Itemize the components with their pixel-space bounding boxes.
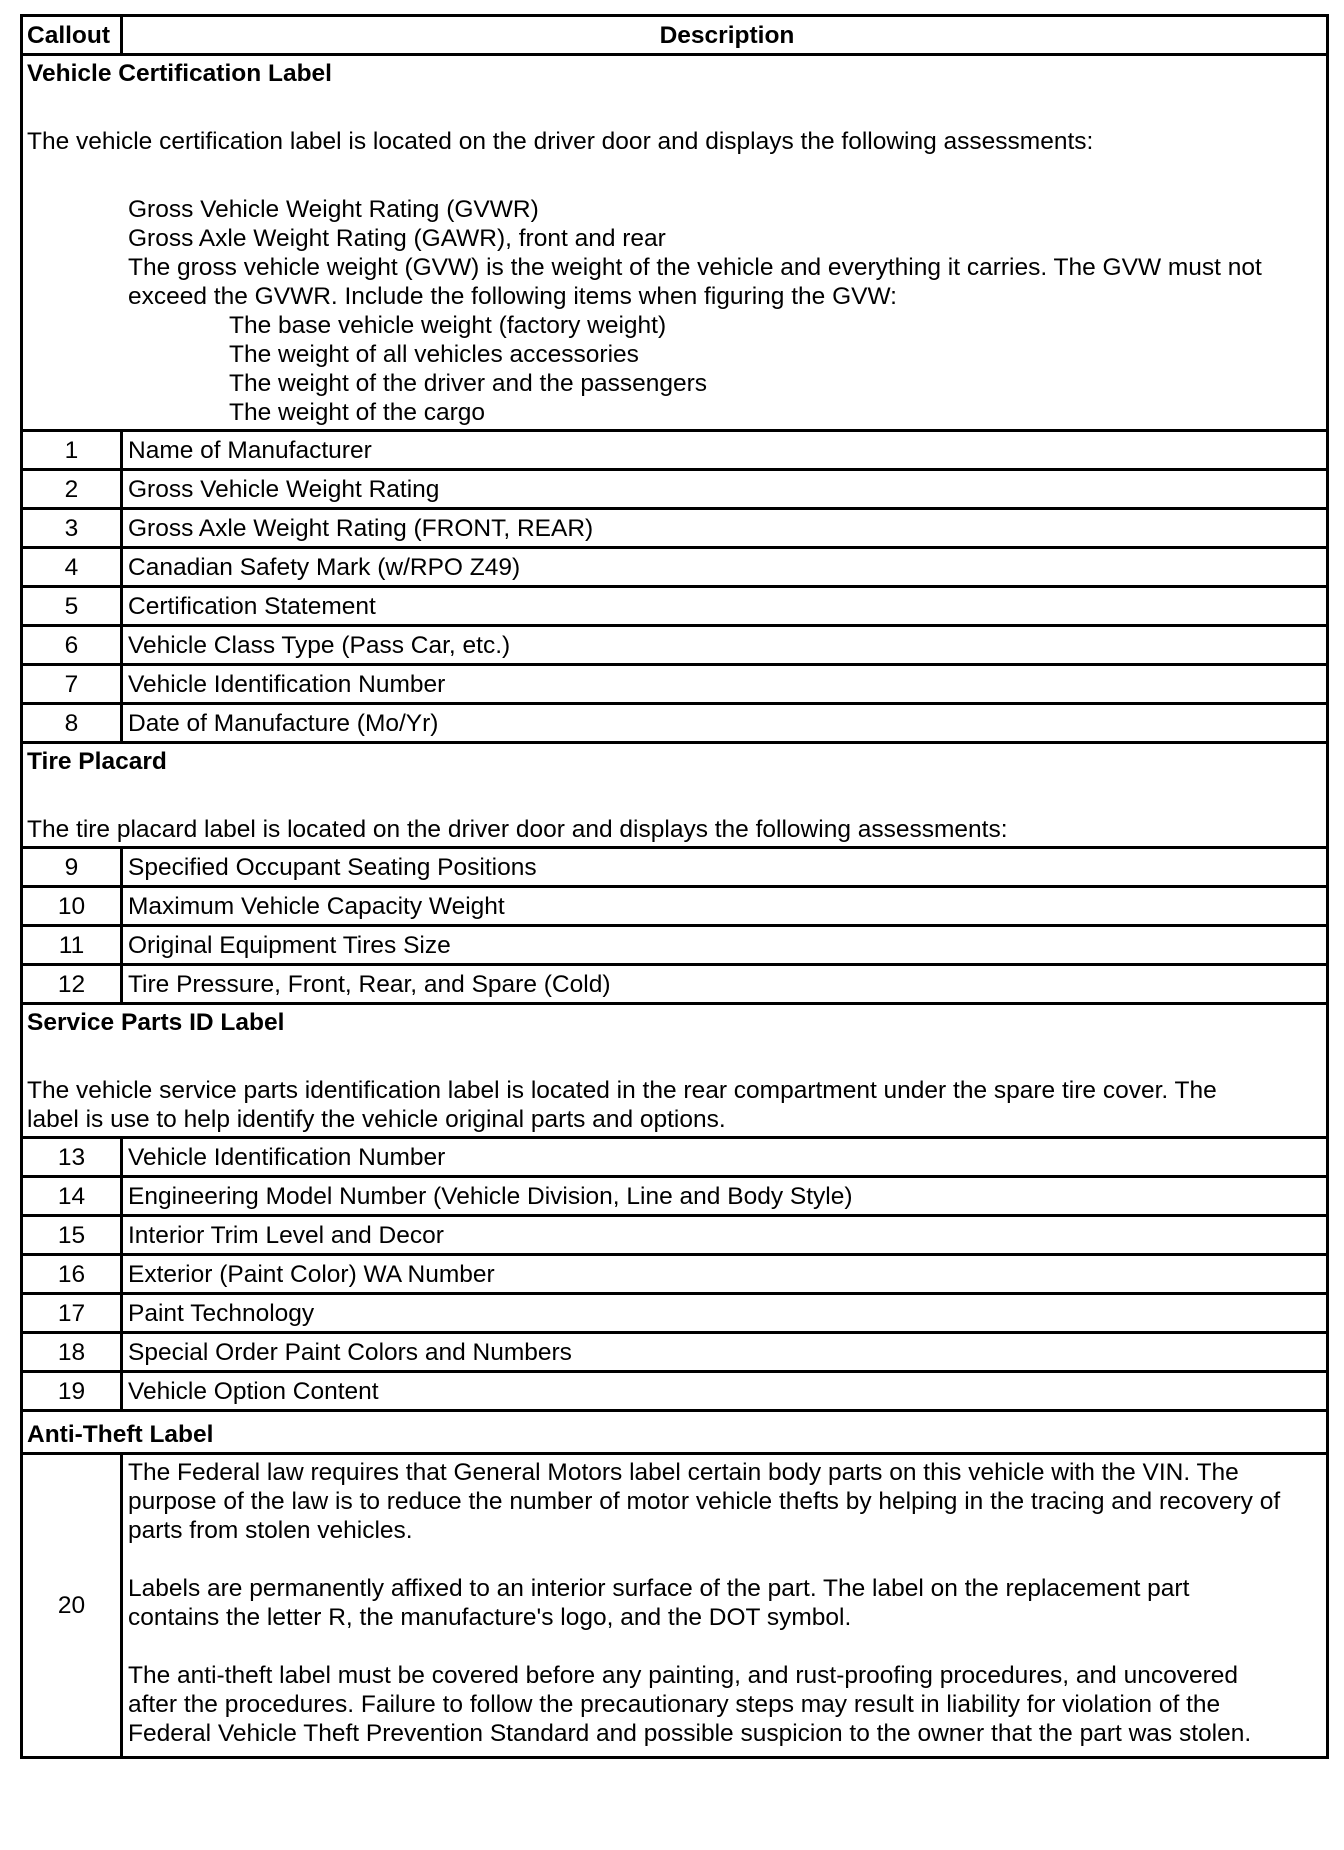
tire-placard-cell [22,743,1328,848]
callout-description: Canadian Safety Mark (w/RPO Z49) [122,548,1328,587]
anti-theft-line: contains the letter R, the manufacture's logo, and the DOT symbol. [128,1604,852,1631]
vehicle-cert-item: The gross vehicle weight (GVW) is the weight of the vehicle and everything it carries. The GVW must not [128,254,1262,281]
tire-placard-section [22,743,1328,848]
table-row [22,704,1328,743]
anti-theft-line: after the procedures. Failure to follow the precautionary steps may result in liability for violation of the [128,1691,1221,1718]
callout-description: Vehicle Identification Number [122,665,1328,704]
service-parts-section [22,1004,1328,1138]
callout-description: Special Order Paint Colors and Numbers [122,1333,1328,1372]
callout-number: 16 [22,1255,122,1294]
table-row [22,965,1328,1004]
table-row [22,665,1328,704]
anti-theft-title: Anti-Theft Label [27,1420,214,1448]
table-row [22,1372,1328,1411]
vehicle-cert-intro: The vehicle certification label is located on the driver door and displays the following assessments: [27,128,1094,155]
callout-number: 8 [22,704,122,743]
vehicle-cert-subitem: The weight of the cargo [229,399,486,426]
callout-number: 15 [22,1216,122,1255]
anti-theft-description [122,1454,1328,1758]
callout-description: Maximum Vehicle Capacity Weight [122,887,1328,926]
callout-description: Tire Pressure, Front, Rear, and Spare (Cold) [122,965,1328,1004]
vehicle-cert-item: exceed the GVWR. Include the following items when figuring the GVW: [128,283,897,310]
table-row [22,548,1328,587]
table-row [22,431,1328,470]
callout-description: Vehicle Identification Number [122,1138,1328,1177]
callout-number: 13 [22,1138,122,1177]
vehicle-cert-subitem: The weight of the driver and the passengers [229,370,708,397]
callout-description: Name of Manufacturer [122,431,1328,470]
vehicle-cert-cell [22,55,1328,431]
callout-column-header: Callout [22,16,122,55]
callout-table [20,14,1329,1759]
vehicle-cert-item: Gross Axle Weight Rating (GAWR), front and rear [128,225,666,252]
callout-description: Interior Trim Level and Decor [122,1216,1328,1255]
callout-description: Exterior (Paint Color) WA Number [122,1255,1328,1294]
document-page [20,14,1326,1759]
table-row [22,470,1328,509]
section-title-anti-theft [22,1411,1328,1454]
table-row [22,1216,1328,1255]
callout-number: 14 [22,1177,122,1216]
description-column-header: Description [122,16,1328,55]
table-row [22,1177,1328,1216]
anti-theft-line: The anti-theft label must be covered before any painting, and rust-proofing procedures, and uncovered [128,1662,1238,1689]
service-parts-cell [22,1004,1328,1138]
tire-placard-intro: The tire placard label is located on the driver door and displays the following assessments: [27,816,1008,843]
service-parts-intro: The vehicle service parts identification label is located in the rear compartment under the spare tire cover. The [27,1077,1217,1104]
table-row [22,1333,1328,1372]
callout-number: 20 [22,1454,122,1758]
callout-number: 7 [22,665,122,704]
vehicle-cert-item: Gross Vehicle Weight Rating (GVWR) [128,196,539,223]
anti-theft-line: Labels are permanently affixed to an interior surface of the part. The label on the replacement part [128,1575,1190,1602]
section-title-vehicle-cert: Vehicle Certification Label [27,60,332,87]
callout-number: 12 [22,965,122,1004]
callout-description: Engineering Model Number (Vehicle Division, Line and Body Style) [122,1177,1328,1216]
table-row [22,1138,1328,1177]
callout-number: 4 [22,548,122,587]
callout-number: 10 [22,887,122,926]
anti-theft-line: Federal Vehicle Theft Prevention Standard and possible suspicion to the owner that the part was stolen. [128,1720,1252,1747]
callout-description: Vehicle Option Content [122,1372,1328,1411]
vehicle-cert-subitem: The base vehicle weight (factory weight) [229,312,667,339]
table-row [22,887,1328,926]
table-header-row [22,16,1328,55]
anti-theft-section [22,1411,1328,1454]
callout-number: 17 [22,1294,122,1333]
section-title-tire-placard: Tire Placard [27,748,167,775]
callout-number: 19 [22,1372,122,1411]
table-row [22,587,1328,626]
callout-description: Vehicle Class Type (Pass Car, etc.) [122,626,1328,665]
callout-number: 6 [22,626,122,665]
anti-theft-line: The Federal law requires that General Motors label certain body parts on this vehicle with the VIN. The [128,1459,1239,1486]
callout-number: 3 [22,509,122,548]
table-row [22,1255,1328,1294]
table-row [22,848,1328,887]
anti-theft-line: parts from stolen vehicles. [128,1517,413,1544]
callout-description: Date of Manufacture (Mo/Yr) [122,704,1328,743]
vehicle-cert-subitem: The weight of all vehicles accessories [229,341,639,368]
section-title-service-parts: Service Parts ID Label [27,1009,285,1036]
callout-description: Original Equipment Tires Size [122,926,1328,965]
service-parts-intro: label is use to help identify the vehicle original parts and options. [27,1106,726,1133]
table-row [22,926,1328,965]
anti-theft-line: purpose of the law is to reduce the number of motor vehicle thefts by helping in the tracing and recovery of [128,1488,1281,1515]
callout-number: 2 [22,470,122,509]
callout-number: 1 [22,431,122,470]
callout-description: Gross Vehicle Weight Rating [122,470,1328,509]
table-row [22,1454,1328,1758]
callout-description: Gross Axle Weight Rating (FRONT, REAR) [122,509,1328,548]
callout-number: 5 [22,587,122,626]
table-row [22,626,1328,665]
callout-description: Paint Technology [122,1294,1328,1333]
vehicle-cert-section [22,55,1328,431]
callout-number: 18 [22,1333,122,1372]
table-row [22,509,1328,548]
table-row [22,1294,1328,1333]
callout-number: 11 [22,926,122,965]
callout-number: 9 [22,848,122,887]
callout-description: Specified Occupant Seating Positions [122,848,1328,887]
callout-description: Certification Statement [122,587,1328,626]
